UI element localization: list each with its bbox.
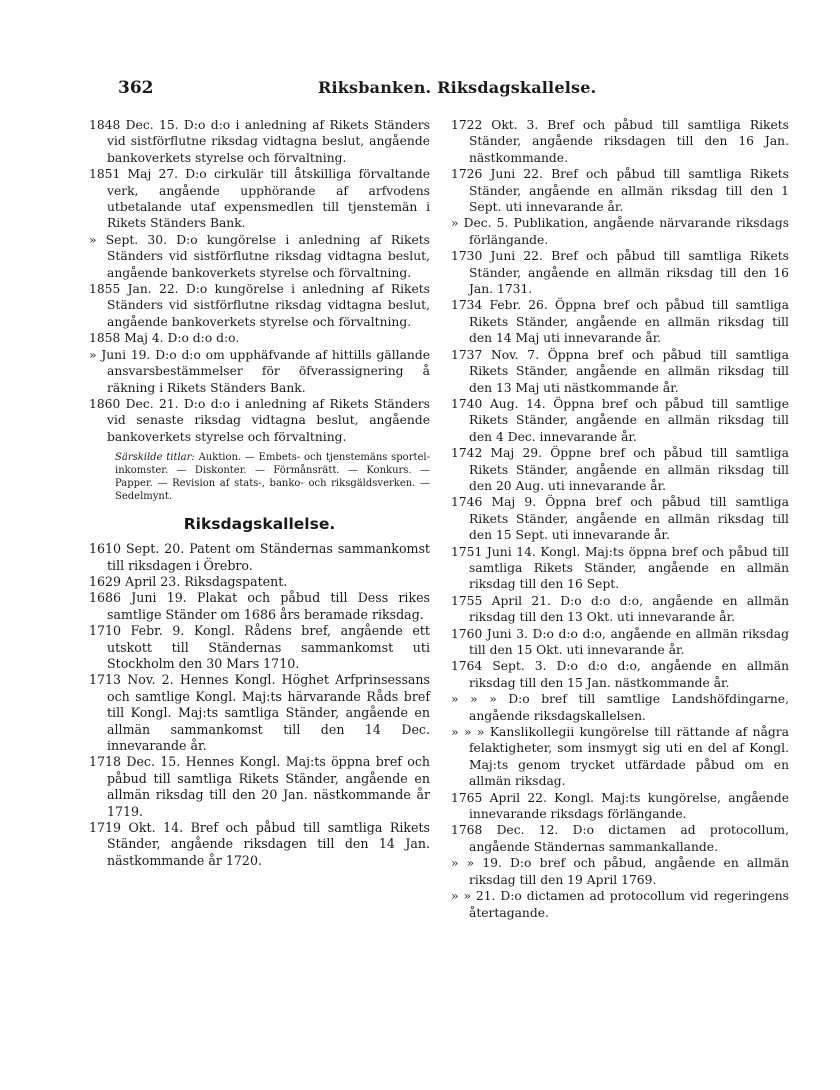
decree-entry: 1722 Okt. 3. Bref och påbud till samtliga Rikets Ständer, angående riksdagen till den 16 Jan. nästkommande. [451,118,789,165]
decree-entry: 1751 Juni 14. Kongl. Maj:ts öppna bref och påbud till samtliga Rikets Ständer, angående en allmän riksdag till den 16 Sept. [451,544,789,592]
decree-entry: 1713 Nov. 2. Hennes Kongl. Höghet Arfprinsessans och samtlige Kongl. Maj:ts härvarande Råds bref till Kongl. Maj:ts samtliga Ständer, angående en allmän sammankomst till den 14 Dec. innevarande år. [89,672,430,753]
decree-entry: » Dec. 5. Publikation, angående närvarande riksdags förlängande. [451,216,789,247]
decree-entry: » Sept. 30. D:o kungörelse i anledning af Rikets Ständers vid sistförflutne riksdag vidtagna beslut, angående bankoverkets styrelse och förvaltning. [89,232,430,280]
decree-entry: 1848 Dec. 15. D:o d:o i anledning af Rikets Ständers vid sistförflutne riksdag vidtagna beslut, angående bankoverkets styrelse och förvaltning. [89,118,430,165]
decree-entry: » » » D:o bref till samtlige Landshöfdingarne, angående riksdagskallelsen. [451,692,789,723]
left-column [89,117,430,869]
decree-entry: 1764 Sept. 3. D:o d:o d:o, angående en allmän riksdag till den 15 Jan. nästkommande år. [451,659,789,690]
decree-entry: 1726 Juni 22. Bref och påbud till samtliga Rikets Ständer, angående en allmän riksdag till den 1 Sept. uti innevarande år. [451,167,789,215]
decree-entry: 1737 Nov. 7. Öppna bref och påbud till samtliga Rikets Ständer, angående en allmän riksdag till den 13 Maj uti nästkommande år. [451,347,789,395]
decree-entry: 1742 Maj 29. Öppne bref och påbud till samtliga Rikets Ständer, angående en allmän riksdag till den 20 Aug. uti innevarande år. [451,446,789,493]
decree-entry: 1768 Dec. 12. D:o dictamen ad protocollum, angående Ständernas sammankallande. [451,823,789,854]
decree-entry: 1851 Maj 27. D:o cirkulär till åtskilliga förvaltande verk, angående upphörande af arfvodens utbetalande utaf expensmedlen till tjenstemän i Rikets Ständers Bank. [89,167,430,231]
decree-entry: 1855 Jan. 22. D:o kungörelse i anledning af Rikets Ständers vid sistförflutne riksdag vidtagna beslut, angående bankoverkets styrelse och förvaltning. [89,282,430,329]
note-label: Särskilde titlar: [115,452,195,464]
decree-entry: 1740 Aug. 14. Öppna bref och påbud till samtlige Rikets Ständer, angående en allmän riksdag till den 4 Dec. innevarande år. [451,396,789,444]
decree-entry: 1610 Sept. 20. Patent om Ständernas sammankomst till riksdagen i Örebro. [89,541,430,573]
decree-entry: 1629 April 23. Riksdagspatent. [89,573,288,589]
decree-entry: 1860 Dec. 21. D:o d:o i anledning af Rikets Ständers vid senaste riksdag vidtagna beslut, angående bankoverkets styrelse och förvaltning. [89,396,430,444]
decree-entry: 1765 April 22. Kongl. Maj:ts kungörelse, angående innevarande riksdags förlängande. [451,790,789,822]
right-column [451,117,789,921]
decree-entry: 1760 Juni 3. D:o d:o d:o, angående en allmän riksdag till den 15 Okt. uti innevarande år. [451,626,789,657]
note-text: Auktion. — Embets- och tjenstemäns sportel-inkomster. — Diskonter. — Förmånsrätt. — Konkurs. — Papper. — Revision af stats-, banko- och riksgäldsverken. — Sedelmynt. [115,452,430,503]
decree-entry: » » » Kanslikollegii kungörelse till rättande af några felaktigheter, som insmygt sig uti en del af Kongl. Maj:ts genom trycket utfärdade påbud om en allmän riksdag. [451,725,789,789]
decree-entry: » Juni 19. D:o d:o om upphäfvande af hittills gällande ansvarsbestämmelser för öfverassignering å räkning i Rikets Ständers Bank. [89,347,430,395]
decree-entry: 1719 Okt. 14. Bref och påbud till samtliga Rikets Ständer, angående riksdagen till den 14 Jan. nästkommande år 1720. [89,820,430,868]
decree-entry: 1730 Juni 22. Bref och påbud till samtliga Rikets Ständer, angående en allmän riksdag till den 16 Jan. 1731. [451,249,789,297]
decree-entry: 1710 Febr. 9. Kongl. Rådens bref, angående ett utskott till Ständernas sammankomst uti Stockholm den 30 Mars 1710. [89,623,430,671]
decree-entry: 1858 Maj 4. D:o d:o d:o. [89,331,240,346]
decree-entry: 1718 Dec. 15. Hennes Kongl. Maj:ts öppna bref och påbud till samtliga Rikets Ständer, angående en allmän riksdag till den 20 Jan. nästkommande år 1719. [89,754,430,819]
special-titles-note [89,451,430,503]
decree-entry: » » 21. D:o dictamen ad protocollum vid regeringens återtagande. [451,889,789,920]
decree-entry: 1755 April 21. D:o d:o d:o, angående en allmän riksdag till den 13 Okt. uti innevarande år. [451,593,789,625]
decree-entry: » » 19. D:o bref och påbud, angående en allmän riksdag till den 19 April 1769. [451,856,789,887]
decree-entry: 1686 Juni 19. Plakat och påbud till Dess rikes samtlige Ständer om 1686 års beramade riksdag. [89,590,430,622]
running-head: Riksbanken. Riksdagskallelse. [318,78,597,97]
page-header [118,78,728,102]
decree-entry: 1734 Febr. 26. Öppna bref och påbud till samtliga Rikets Ständer, angående en allmän riksdag till den 14 Maj uti innevarande år. [451,298,789,346]
decree-entry: 1746 Maj 9. Öppna bref och påbud till samtliga Rikets Ständer, angående en allmän riksdag till den 15 Sept. uti innevarande år. [451,495,789,543]
section-heading: Riksdagskallelse. [183,515,336,534]
page-number: 362 [118,78,154,98]
